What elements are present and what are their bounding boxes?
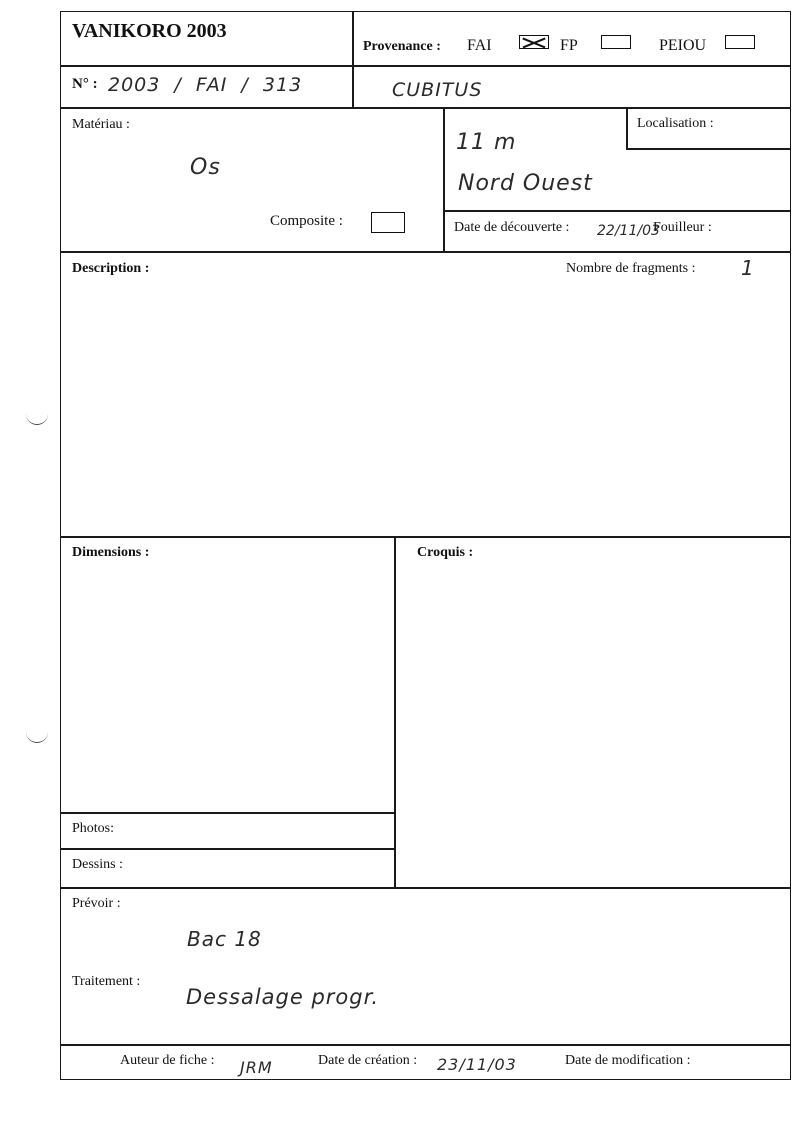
treatment-value[interactable]: Dessalage progr.: [186, 985, 379, 1009]
treatment-label: Traitement :: [72, 974, 141, 989]
sketch-area[interactable]: [400, 566, 786, 882]
provenance-peiou-checkbox[interactable]: [725, 35, 755, 49]
author-label: Auteur de fiche :: [120, 1053, 215, 1068]
fragments-value[interactable]: 1: [741, 256, 755, 280]
excavator-label: Fouilleur :: [653, 220, 712, 235]
provenance-option-fp-label: FP: [560, 37, 578, 54]
discovery-date-value[interactable]: 22/11/03: [597, 223, 660, 239]
provenance-option-peiou-label: PEIOU: [659, 37, 707, 54]
photos-label: Photos:: [72, 821, 115, 836]
record-number-label: N° :: [72, 76, 98, 92]
dimensions-label: Dimensions :: [72, 545, 150, 560]
localisation-depth[interactable]: 11 m: [456, 130, 517, 155]
fragments-label: Nombre de fragments :: [566, 261, 696, 276]
localisation-direction[interactable]: Nord Ouest: [458, 171, 593, 196]
drawings-label: Dessins :: [72, 857, 123, 872]
creation-date-label: Date de création :: [318, 1053, 418, 1068]
sketch-label: Croquis :: [417, 545, 474, 560]
provenance-fp-checkbox[interactable]: [601, 35, 631, 49]
localisation-label: Localisation :: [637, 116, 714, 131]
provenance-label: Provenance :: [363, 39, 441, 54]
modification-date-label: Date de modification :: [565, 1053, 691, 1068]
provenance-option-fai-label: FAI: [467, 37, 492, 54]
record-number-value[interactable]: 2003 / FAI / 313: [108, 74, 303, 96]
planning-value[interactable]: Bac 18: [187, 927, 262, 951]
material-value[interactable]: Os: [190, 155, 221, 180]
description-area[interactable]: [64, 282, 786, 532]
composite-label: Composite :: [270, 213, 343, 229]
planning-label: Prévoir :: [72, 896, 121, 911]
record-object-name[interactable]: CUBITUS: [392, 79, 483, 101]
material-label: Matériau :: [72, 117, 130, 132]
discovery-date-label: Date de découverte :: [454, 220, 570, 235]
creation-date-value[interactable]: 23/11/03: [437, 1055, 517, 1074]
provenance-fai-checkbox[interactable]: [519, 35, 549, 49]
author-value[interactable]: JRM: [240, 1058, 273, 1077]
description-label: Description :: [72, 261, 150, 276]
project-title: VANIKORO 2003: [72, 20, 227, 42]
dimensions-area[interactable]: [64, 566, 390, 808]
composite-checkbox[interactable]: [371, 212, 405, 233]
